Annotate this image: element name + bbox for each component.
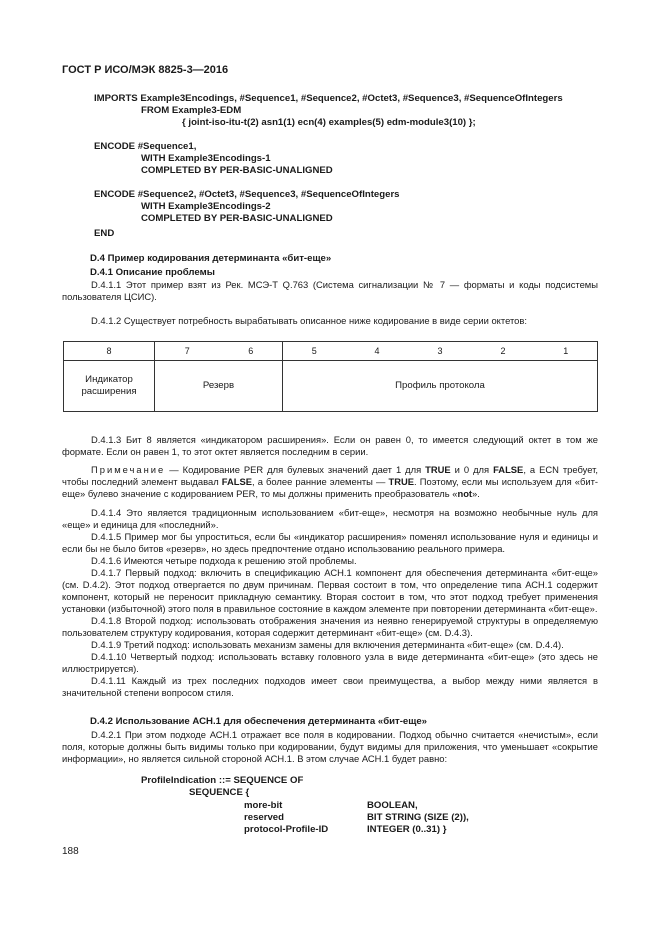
paragraph-d4-1-6: D.4.1.6 Имеются четыре подхода к решению этой проблемы.	[91, 555, 357, 566]
code-line: WITH Example3Encodings-1	[141, 153, 271, 164]
bit-number: 3	[409, 342, 472, 361]
bit-number: 6	[220, 342, 283, 361]
octet-layout-table	[63, 341, 598, 412]
paragraph-d4-1-10: D.4.1.10 Четвертый подход: использовать вставку головного узла в виде детерминанта «бит-еще» (это здесь не иллюстрируется).	[62, 651, 598, 674]
code-line: WITH Example3Encodings-2	[141, 201, 271, 212]
document-header: ГОСТ Р ИСО/МЭК 8825-3—2016	[62, 64, 229, 76]
paragraph-d4-1-7: D.4.1.7 Первый подход: включить в спецификацию АСН.1 компонент для обеспечения детерминанта «бит-еще» (см. D.4.2). Этот подход отвергается по двум причинам. Первая состоит в том, что определение типа АСН.1 содержит компонент, который не переносит прикладную семантику. Вторая состоит в том, что этот подход требует применения установки (избыточной) этого поля в правильное состояние в каждом элементе при повторении детерминанта «бит-еще».	[62, 567, 598, 614]
bit-number: 8	[64, 342, 155, 361]
code-line: END	[94, 228, 115, 239]
paragraph-d4-1-5: D.4.1.5 Пример мог бы упроститься, если бы «индикатор расширения» поменял использование нуля и единицы и если бы не было битов «резерв», но здесь предпочтение отдано использованию реального примера.	[62, 531, 598, 554]
field-protocol-profile: Профиль протокола	[283, 361, 598, 412]
paragraph-d4-1-1: D.4.1.1 Этот пример взят из Рек. МСЭ-Т Q.763 (Система сигнализации № 7 — форматы и коды подсистемы пользователя ЦСИС).	[62, 279, 598, 302]
paragraphs-d4-1-4-to-11	[62, 507, 598, 699]
field-name: protocol-Profile-ID	[244, 824, 329, 835]
paragraph-d4-1-3: D.4.1.3 Бит 8 является «индикатором расширения». Если он равен 0, то имеется следующий октет в том же формате. Если он равен 1, то этот октет является последним в серии.	[62, 434, 598, 457]
code-line: FROM Example3-EDM	[141, 105, 242, 116]
paragraph-d4-1-2: D.4.1.2 Существует потребность вырабатывать описанное ниже кодирование в виде серии октетов:	[91, 315, 527, 326]
field-type: BOOLEAN,	[367, 800, 418, 811]
page-number: 188	[62, 846, 79, 857]
field-type: INTEGER (0..31) }	[367, 824, 447, 835]
field-reserved: Резерв	[155, 361, 283, 412]
bit-number: 7	[155, 342, 220, 361]
paragraph-d4-1-11: D.4.1.11 Каждый из трех последних подходов имеет свои преимущества, а выбор между ними является в значительной степени вопросом стиля.	[62, 675, 598, 698]
code-line: COMPLETED BY PER-BASIC-UNALIGNED	[141, 213, 333, 224]
bit-number: 2	[472, 342, 535, 361]
field-type: BIT STRING (SIZE (2)),	[367, 812, 469, 823]
note-paragraph: Примечание — Кодирование PER для булевых значений дает 1 для TRUE и 0 для FALSE, а ECN требует, чтобы последний элемент выдавал FALSE, а более ранние элементы — TRUE. Поэтому, если мы используем для «бит-еще» булево значение с кодированием PER, то мы должны применить преобразователь «not».	[62, 464, 598, 499]
code-line: COMPLETED BY PER-BASIC-UNALIGNED	[141, 165, 333, 176]
bit-number: 1	[535, 342, 598, 361]
code-line: { joint-iso-itu-t(2) asn1(1) ecn(4) examples(5) edm-module3(10) };	[182, 117, 476, 128]
section-heading-d4: D.4 Пример кодирования детерминанта «бит-еще»	[90, 253, 332, 264]
paragraph-d4-2-1: D.4.2.1 При этом подходе АСН.1 отражает все поля в кодировании. Подход обычно считается «нечистым», если поля, которые должны быть видимы только при кодировании, будут видимы для приложения, что уменьшает «сокрытие информации», но является сильной стороной АСН.1. В этом случае АСН.1 будет равно:	[62, 729, 598, 764]
code-line: IMPORTS Example3Encodings, #Sequence1, #Sequence2, #Octet3, #Sequence3, #SequenceOfIntegers	[94, 93, 563, 104]
field-name: reserved	[244, 812, 285, 823]
paragraph-d4-1-8: D.4.1.8 Второй подход: использовать отображения значения из неявно генерируемой структуры в определяемую пользователем структуру кодирования, которая содержит детерминант «бит-еще» (см. D.4.3).	[62, 615, 598, 638]
bit-number: 4	[346, 342, 409, 361]
paragraph-d4-1-9: D.4.1.9 Третий подход: использовать механизм замены для включения детерминанта «бит-еще» (см. D.4.4).	[91, 639, 564, 650]
subsection-heading-d42: D.4.2 Использование АСН.1 для обеспечения детерминанта «бит-еще»	[90, 716, 428, 727]
code-line: ENCODE #Sequence1,	[94, 141, 197, 152]
bit-number: 5	[283, 342, 346, 361]
field-name: more-bit	[244, 800, 283, 811]
code-line: ProfileIndication ::= SEQUENCE OF	[141, 775, 304, 786]
subsection-heading-d41: D.4.1 Описание проблемы	[90, 267, 215, 278]
code-line: ENCODE #Sequence2, #Octet3, #Sequence3, #SequenceOfIntegers	[94, 189, 400, 200]
code-line: SEQUENCE {	[189, 787, 250, 798]
note-label: Примечание	[91, 464, 166, 475]
field-extension-indicator: Индикатор расширения	[64, 361, 155, 412]
paragraph-d4-1-4: D.4.1.4 Это является традиционным использованием «бит-еще», несмотря на возможно необычные нуль для «еще» и единица для «последний».	[62, 507, 598, 530]
